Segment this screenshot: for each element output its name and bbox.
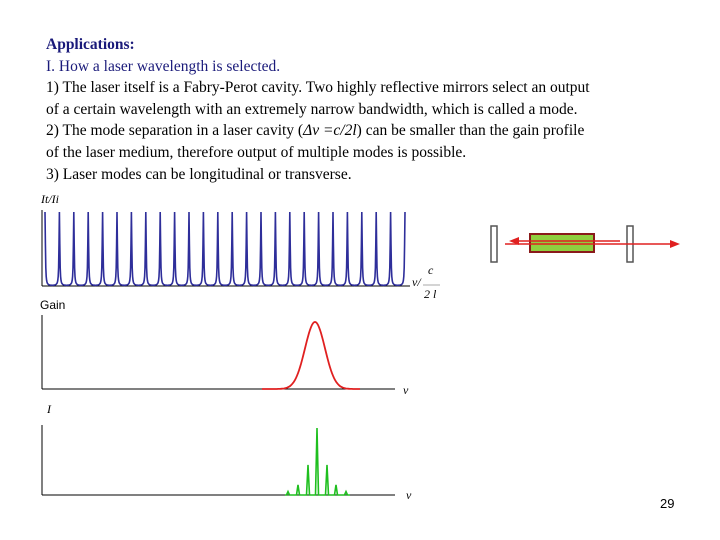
gain-profile-plot [40,298,409,397]
left-mirror [491,226,497,262]
point-3-line-1: 3) Laser modes can be longitudinal or transverse. [46,165,352,183]
mode-plot-x-label: ν/ [412,275,421,289]
output-plot-x-label: ν [406,488,412,502]
page-number: 29 [660,496,675,511]
point-2-pre: 2) The mode separation in a laser cavity ( [46,122,304,140]
point-1-line-2: of a certain wavelength with an extremely narrow bandwidth, which is called a mode. [46,100,578,118]
mode-peaks-curve [45,212,405,285]
output-modes-curve [285,428,350,495]
point-1-line-1: 1) The laser itself is a Fabry-Perot cavity. Two highly reflective mirrors select an output [46,79,590,97]
point-2-post: ) can be smaller than the gain profile [356,122,585,140]
output-arrowhead [670,240,680,248]
mode-plot-x-label-c: c [428,263,434,277]
gain-plot-x-label: ν [403,383,409,397]
point-2-line-2: of the laser medium, therefore output of multiple modes is possible. [46,143,467,161]
mode-spectrum-plot [40,192,440,301]
gain-medium [530,234,594,252]
gain-plot-y-label: Gain [40,298,66,312]
gain-curve [262,322,360,389]
slide-heading: Applications: [46,36,135,53]
mode-plot-y-label: It/Ii [41,192,59,206]
laser-cavity-diagram [491,226,680,262]
output-modes-plot [42,402,412,502]
mode-plot-x-label-2l: 2 l [424,287,437,301]
output-plot-y-label: I [47,402,51,416]
mode-spacing-formula: Δν =c/2l [303,122,357,140]
slide-subheading: I. How a laser wavelength is selected. [46,57,281,75]
